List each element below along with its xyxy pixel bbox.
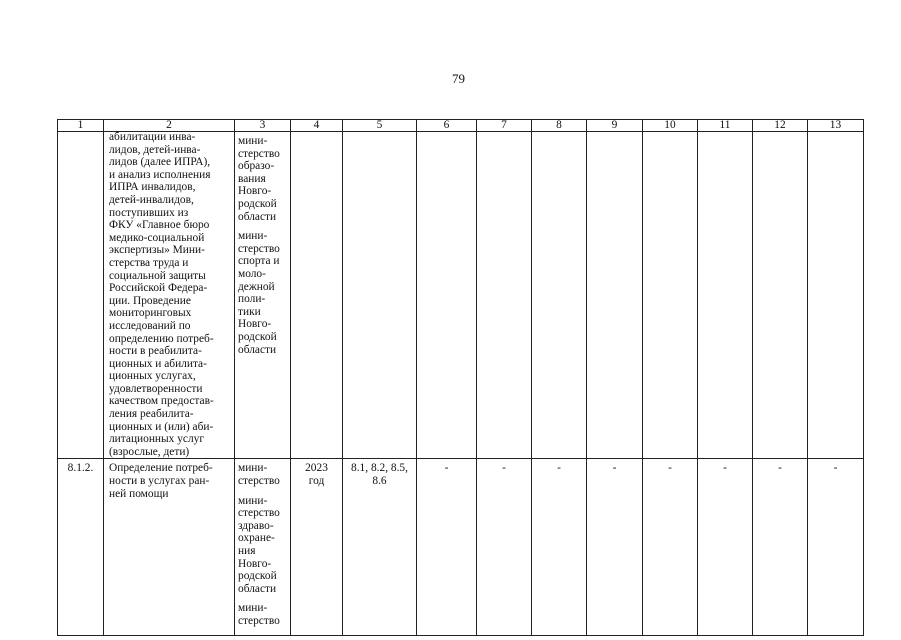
- value-cell-6: -: [417, 459, 477, 635]
- continued-row-cell-11: [698, 132, 753, 459]
- value-cell-7: -: [477, 459, 532, 635]
- implementation-year-cell: 2023 год: [291, 459, 343, 635]
- continued-row-cell-13: [808, 132, 864, 459]
- value-cell-13: -: [808, 459, 864, 635]
- row-8-1-2: [58, 459, 864, 635]
- continued-row-cell-12: [753, 132, 808, 459]
- executor-ministry-3: мини- стерство: [238, 602, 280, 627]
- value-cell-8: -: [532, 459, 587, 635]
- continued-row: [58, 132, 864, 459]
- executor-ministry-sport-youth: мини- стерство спорта и моло- дежной поли- тики Новго- родской области: [238, 230, 280, 356]
- continued-activity-text: абилитации инва- лидов, детей-инва- лидов (далее ИПРА), и анализ исполнения ИПРА инвалидов, детей-инвалидов, поступивших из ФКУ «Главное бюро медико-социальной экспертизы» Мини- стерства труда и социальной защиты Российской Федера- ции. Проведение мониторинговых исследований по определению потреб- ности в реабилита- ционных и абилита- ционных услугах, удовлетворенности качеством предостав- ления реабилита- ционных и (или) аби- литационных услуг (взрослые, дети): [109, 131, 214, 458]
- program-activities-table: [57, 119, 864, 636]
- activity-name-cell: [104, 459, 235, 635]
- column-header-8: 8: [532, 120, 587, 132]
- continued-row-cell-5: [343, 132, 417, 459]
- activity-name-text: Определение потреб- ности в услугах ран- ней помощи: [109, 462, 213, 500]
- column-header-11: 11: [698, 120, 753, 132]
- column-header-2: 2: [104, 120, 235, 132]
- column-header-13: 13: [808, 120, 864, 132]
- value-cell-10: -: [643, 459, 698, 635]
- continued-row-number-cell: [58, 132, 104, 459]
- value-cell-12: -: [753, 459, 808, 635]
- continued-row-cell-6: [417, 132, 477, 459]
- target-indicators-cell: 8.1, 8.2, 8.5, 8.6: [343, 459, 417, 635]
- column-header-5: 5: [343, 120, 417, 132]
- column-header-4: 4: [291, 120, 343, 132]
- column-header-6: 6: [417, 120, 477, 132]
- page-number: 79: [452, 71, 465, 86]
- column-header-10: 10: [643, 120, 698, 132]
- value-cell-11: -: [698, 459, 753, 635]
- continued-row-cell-10: [643, 132, 698, 459]
- column-header-12: 12: [753, 120, 808, 132]
- continued-row-cell-8: [532, 132, 587, 459]
- column-header-9: 9: [587, 120, 643, 132]
- column-number-header-row: [58, 120, 864, 132]
- continued-row-executors-cell: [235, 132, 291, 459]
- column-header-7: 7: [477, 120, 532, 132]
- value-cell-9: -: [587, 459, 643, 635]
- continued-row-cell-4: [291, 132, 343, 459]
- executor-ministry-education: мини- стерство образо- вания Новго- родской области: [238, 135, 280, 223]
- column-header-1: 1: [58, 120, 104, 132]
- continued-row-activity-cell: [104, 132, 235, 459]
- executor-ministry-1: мини- стерство: [238, 462, 280, 488]
- executor-ministry-health: мини- стерство здраво- охране- ния Новго- родской области: [238, 494, 280, 595]
- executors-cell: [235, 459, 291, 635]
- continued-row-cell-9: [587, 132, 643, 459]
- column-header-3: 3: [235, 120, 291, 132]
- continued-row-cell-7: [477, 132, 532, 459]
- row-number-cell: 8.1.2.: [58, 459, 104, 635]
